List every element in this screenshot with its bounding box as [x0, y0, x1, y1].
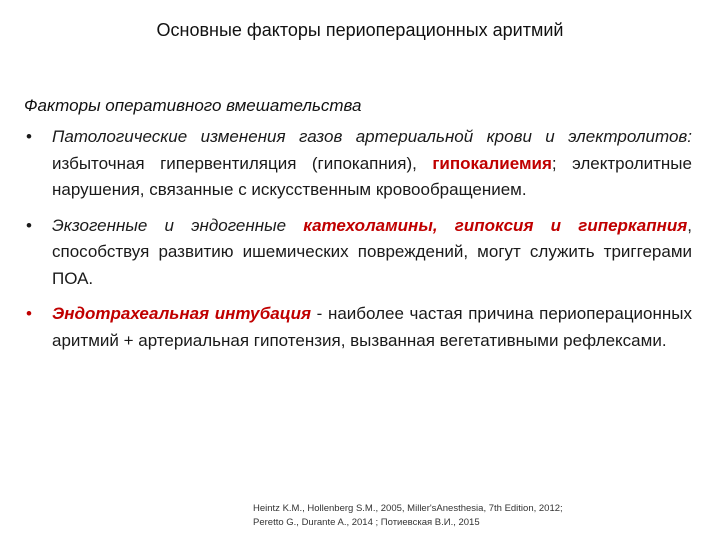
references	[253, 502, 563, 530]
bullet-list	[24, 124, 692, 363]
bullet-text-part: Патологические изменения газов артериальной крови и электролитов:	[52, 127, 692, 146]
highlight-term: катехоламины, гипоксия и гиперкапния	[303, 215, 688, 235]
bullet-text-part: избыточная гипервентиляция (гипокапния),	[52, 153, 433, 173]
bullet-item-intubation	[24, 301, 692, 354]
bullet-marker: •	[26, 215, 32, 235]
slide-title: Основные факторы периоперационных аритмий	[156, 20, 564, 40]
reference-line: Heintz K.M., Hollenberg S.M., 2005, Miller'sAnesthesia, 7th Edition, 2012;	[253, 503, 563, 514]
bullet-text-part: , способствуя развитию ишемических повреждений, могут служить триггерами ПОА.	[52, 215, 692, 288]
bullet-marker: •	[26, 304, 32, 323]
bullet-text-part: - наиболее частая причина периоперационных аритмий + артериальная гипотензия, вызванная вегетативными рефлексами.	[52, 304, 693, 350]
bullet-item-blood-gases	[24, 124, 692, 204]
highlight-term: Эндотрахеальная интубация	[52, 304, 312, 323]
bullet-item-catecholamines	[24, 213, 692, 293]
highlight-term: гипокалиемия	[432, 153, 552, 173]
section-subtitle: Факторы оперативного вмешательства	[24, 96, 362, 115]
bullet-text-part: Экзогенные и эндогенные	[52, 215, 304, 235]
bullet-text-part: ; электролитные нарушения, связанные с искусственным кровообращением.	[52, 153, 692, 199]
bullet-marker: •	[26, 127, 32, 146]
reference-line: Peretto G., Durante A., 2014 ; Потиевская В.И., 2015	[253, 517, 480, 528]
